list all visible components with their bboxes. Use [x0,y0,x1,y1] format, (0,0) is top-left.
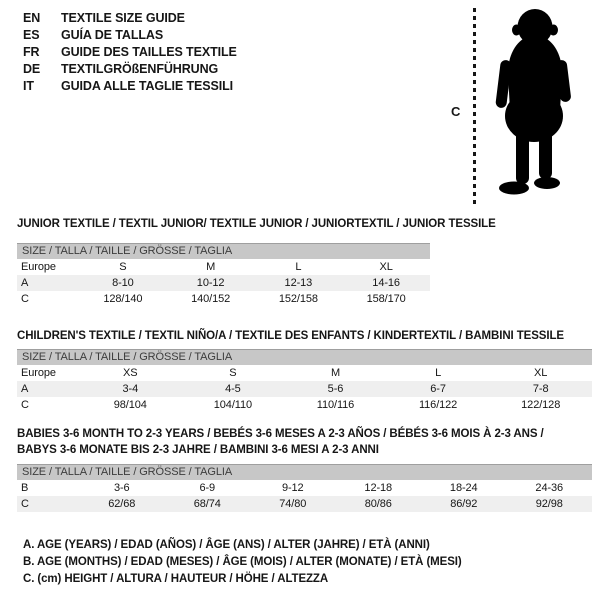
size-cell: 6-7 [430,383,446,395]
size-cell: 104/110 [213,399,253,411]
language-row-it [23,78,237,95]
size-cell: 8-10 [112,277,134,289]
size-cell: XS [123,367,138,379]
size-cell: 5-6 [327,383,344,395]
row-label: C [21,399,29,411]
size-cell: 4-5 [225,383,241,395]
table-row [17,275,430,291]
language-code: EN [23,11,41,25]
babies-table-title [17,426,544,458]
legend-line-c: C. (cm) HEIGHT / ALTURA / HAUTEUR / HÖHE / ALTEZZA [23,573,329,585]
legend-line-b: B. AGE (MONTHS) / EDAD (MESES) / ÂGE (MOIS) / ALTER (MONATE) / ETÀ (MESI) [23,556,462,568]
language-title: GUIDE DES TAILLES TEXTILE [61,45,237,59]
size-cell: S [229,367,237,379]
size-cell: 7-8 [532,383,549,395]
table-row [17,496,592,512]
size-cell: 18-24 [449,482,478,494]
size-cell: 140/152 [191,293,231,305]
language-list [23,10,237,95]
measurement-legend [23,537,462,588]
size-cell: 116/122 [418,399,458,411]
language-title: GUIDA ALLE TAGLIE TESSILI [61,79,234,93]
height-dashed-line [473,8,476,206]
size-cell: 14-16 [372,277,400,289]
size-cell: 158/170 [366,293,406,305]
size-cell: 128/140 [103,293,143,305]
babies-title-line-1: BABIES 3-6 MONTH TO 2-3 YEARS / BEBÉS 3-6 MESES A 2-3 AÑOS / BÉBÉS 3-6 MOIS À 2-3 ANS / [17,428,544,440]
size-cell: XL [534,367,548,379]
size-cell: XL [379,261,393,273]
babies-size-header: SIZE / TALLA / TAILLE / GRÖSSE / TAGLIA [17,464,592,480]
row-label: A [21,383,29,395]
language-code: DE [23,62,41,76]
size-cell: 6-9 [199,482,216,494]
table-row [17,480,592,496]
children-table-title: CHILDREN'S TEXTILE / TEXTIL NIÑO/A / TEXTILE DES ENFANTS / KINDERTEXTIL / BAMBINI TESSILE [17,330,564,342]
size-cell: 74/80 [279,498,307,510]
size-cell: M [330,367,341,379]
language-code: ES [23,28,40,42]
language-title: TEXTILE SIZE GUIDE [61,11,185,25]
junior-table [17,243,430,307]
children-size-header: SIZE / TALLA / TAILLE / GRÖSSE / TAGLIA [17,349,592,365]
row-label: C [21,293,29,305]
legend-line-a: A. AGE (YEARS) / EDAD (AÑOS) / ÂGE (ANS) / ALTER (JAHRE) / ETÀ (ANNI) [23,539,430,551]
language-code: IT [23,79,34,93]
babies-title-line-2: BABYS 3-6 MONATE BIS 2-3 JAHRE / BAMBINI 3-6 MESI A 2-3 ANNI [17,444,379,456]
size-cell: 10-12 [196,277,225,289]
size-cell: 9-12 [281,482,304,494]
language-row-fr [23,44,237,61]
size-cell: 12-13 [284,277,313,289]
size-cell: 24-36 [535,482,564,494]
height-measure-label: C [451,104,461,119]
size-cell: 86/92 [450,498,478,510]
row-label: Europe [21,261,56,273]
row-label: C [21,498,29,510]
table-row [17,291,430,307]
size-cell: 3-6 [113,482,130,494]
language-row-de [23,61,237,78]
size-cell: S [119,261,127,273]
size-cell: 98/104 [113,399,147,411]
table-row [17,397,592,413]
size-cell: 3-4 [122,383,139,395]
size-cell: 110/116 [316,399,355,411]
size-cell: L [295,261,302,273]
toddler-silhouette-icon [483,6,583,206]
language-row-es [23,27,237,44]
row-label: A [21,277,29,289]
row-label: B [21,482,29,494]
row-label: Europe [21,367,56,379]
language-row-en [23,10,237,27]
size-cell: L [435,367,442,379]
table-row [17,259,430,275]
table-row [17,365,592,381]
junior-table-title: JUNIOR TEXTILE / TEXTIL JUNIOR/ TEXTILE JUNIOR / JUNIORTEXTIL / JUNIOR TESSILE [17,218,496,230]
size-cell: 152/158 [278,293,318,305]
table-row [17,381,592,397]
language-title: TEXTILGRÖßENFÜHRUNG [61,62,219,76]
size-cell: 12-18 [364,482,393,494]
babies-table [17,464,592,512]
size-cell: 68/74 [193,498,221,510]
language-title: GUÍA DE TALLAS [61,28,164,42]
size-cell: 62/68 [108,498,136,510]
size-cell: M [206,261,216,273]
children-table [17,349,592,413]
size-cell: 122/128 [521,399,561,411]
size-cell: 92/98 [535,498,563,510]
junior-size-header: SIZE / TALLA / TAILLE / GRÖSSE / TAGLIA [17,243,430,259]
size-cell: 80/86 [364,498,392,510]
language-code: FR [23,45,40,59]
height-figure [440,6,598,210]
